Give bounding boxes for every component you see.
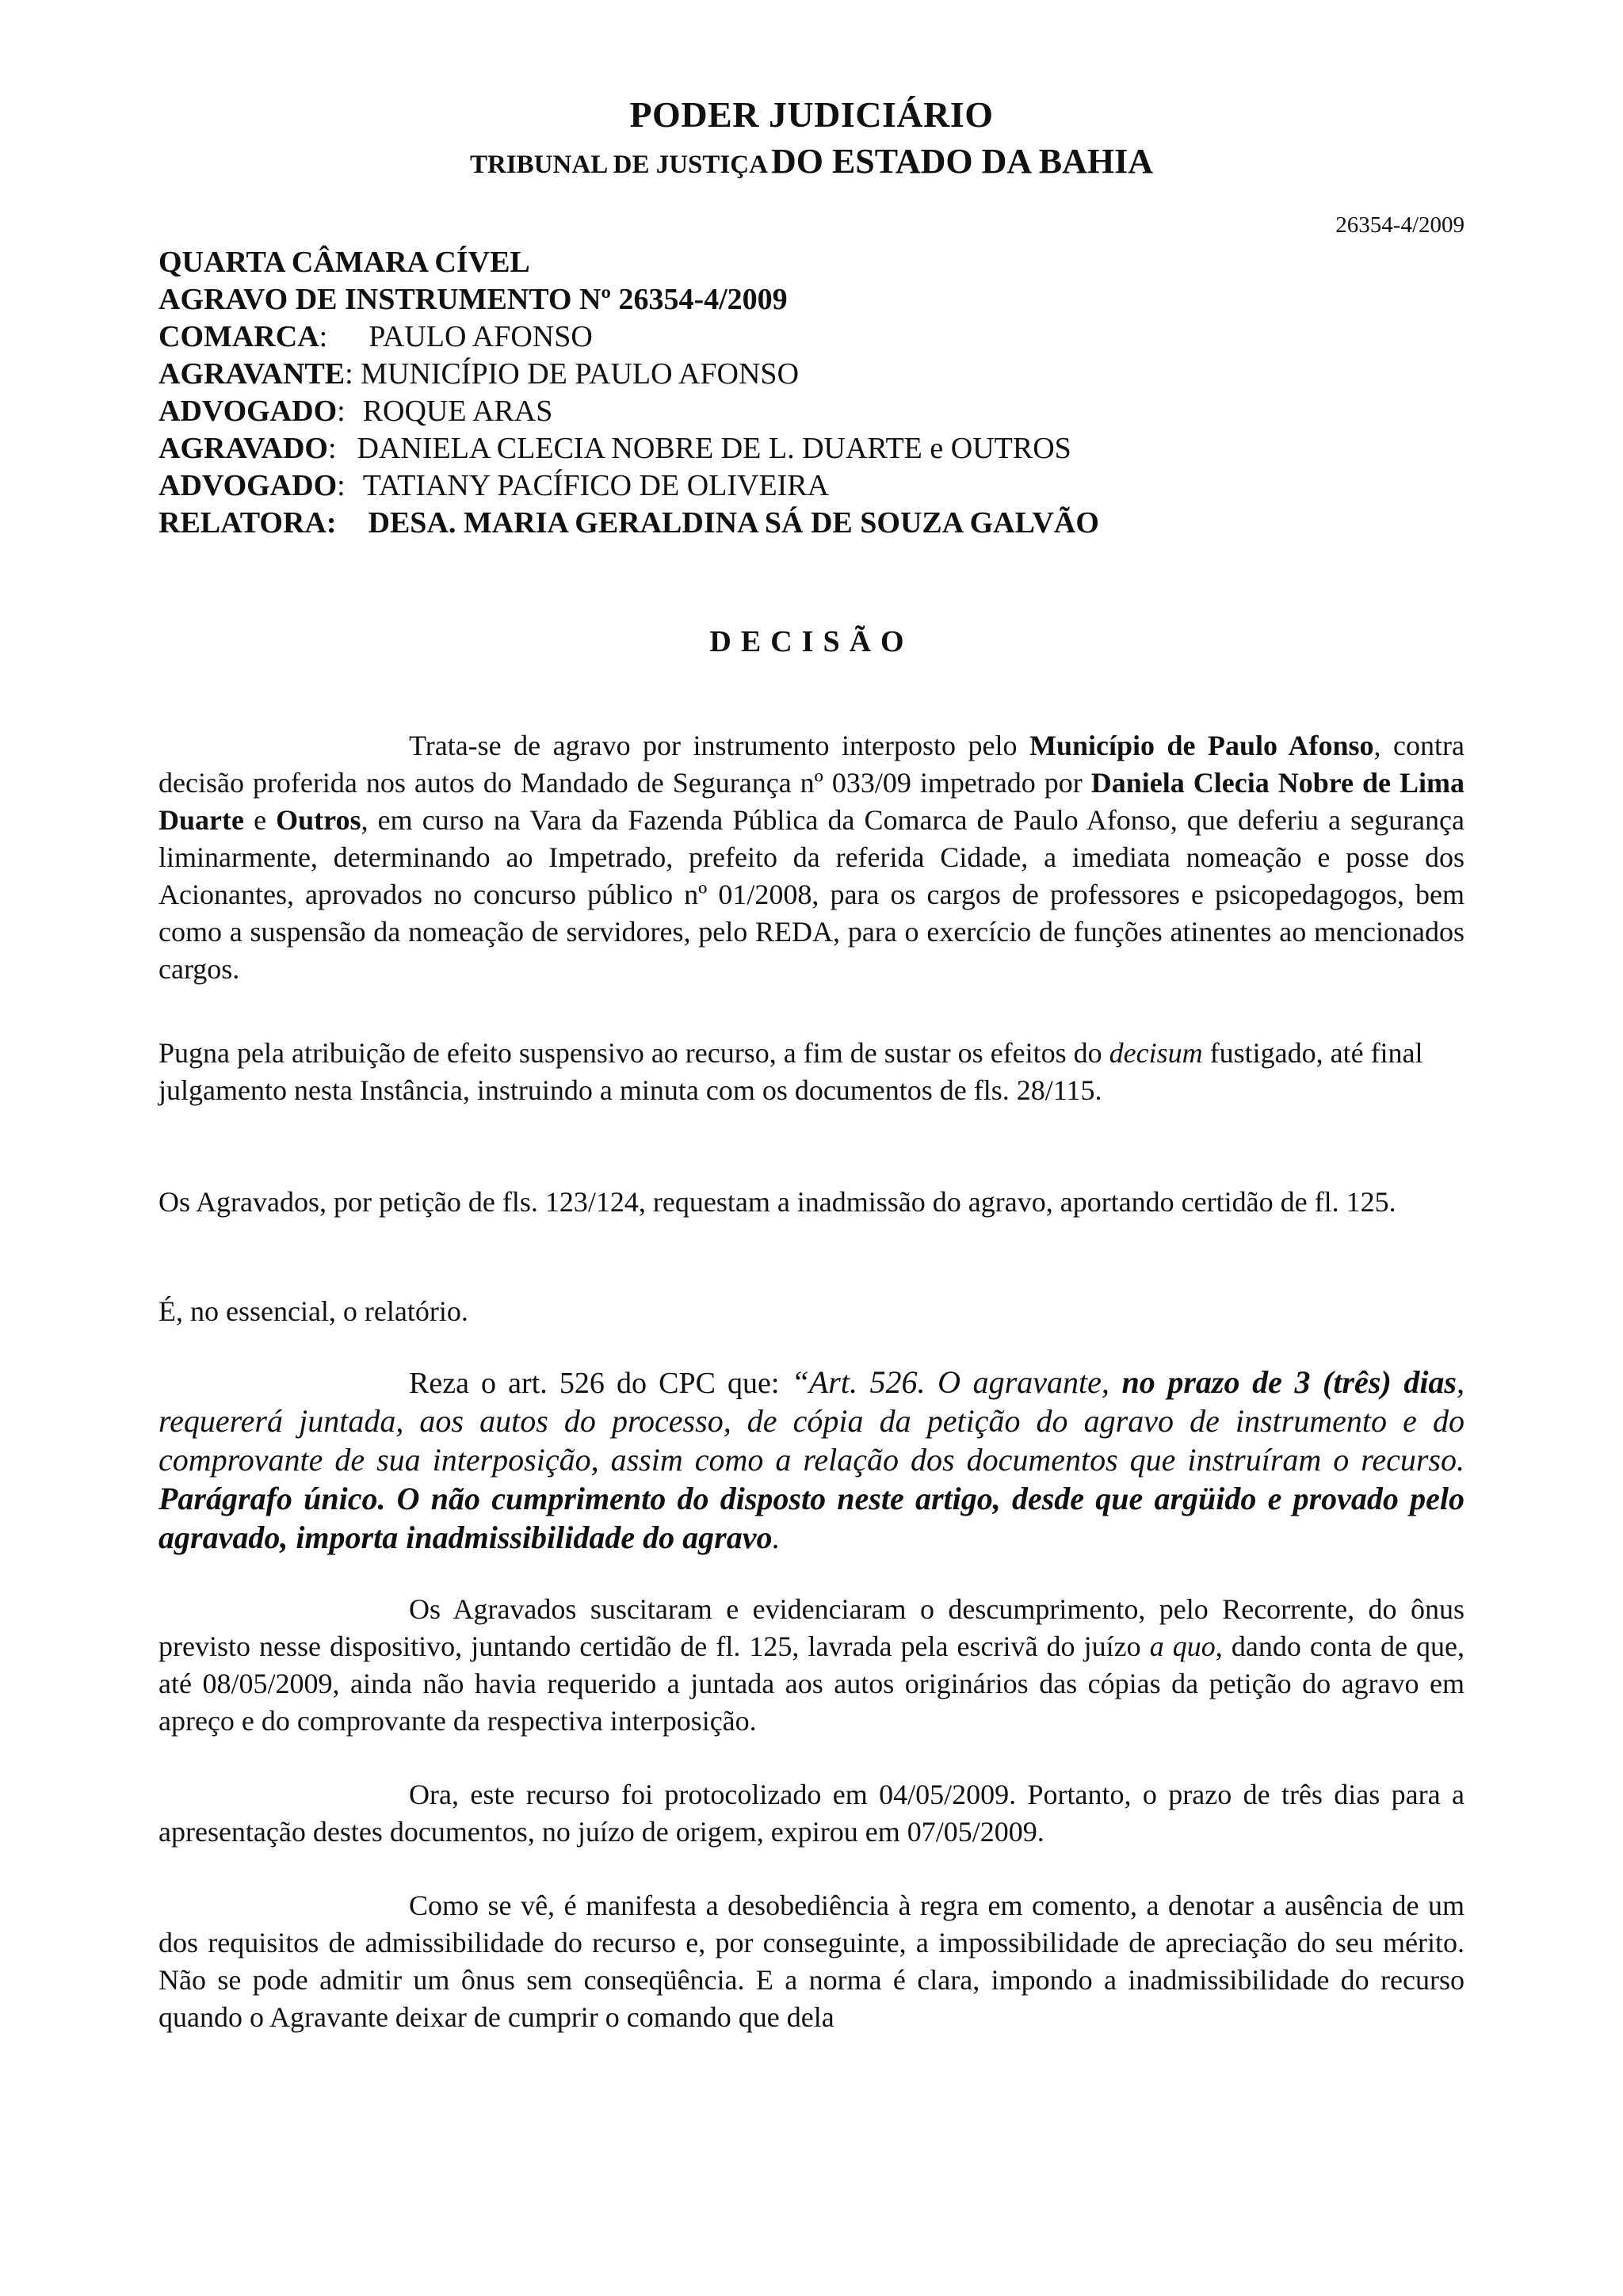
process-number: 26354-4/2009 xyxy=(1335,212,1465,238)
comarca-line: COMARCA: PAULO AFONSO xyxy=(158,320,593,353)
chamber-line: QUARTA CÂMARA CÍVEL xyxy=(158,246,530,279)
paragraph-5-cpc-quote: Reza o art. 526 do CPC que: “Art. 526. O agravante, no prazo de 3 (três) dias, requererá juntada, aos autos do processo, de cópia da petição do agravo de instrumento e do comprovante de sua interposição, assim como a relação dos documentos que instruíram o recurso. Parágrafo único. O não cumprimento do disposto neste artigo, desde que argüido e provado pelo agravado, importa inadmissibilidade do agravo. xyxy=(158,1364,1465,1555)
paragraph-3: Os Agravados, por petição de fls. 123/124, requestam a inadmissão do agravo, aportando certidão de fl. 125. xyxy=(158,1186,1396,1218)
case-metadata xyxy=(158,244,1466,542)
agravado-line: AGRAVADO: DANIELA CLECIA NOBRE DE L. DUARTE e OUTROS xyxy=(158,432,1071,465)
decision-title: DECISÃO xyxy=(709,625,914,658)
paragraph-4: É, no essencial, o relatório. xyxy=(158,1295,468,1327)
court-power-heading: PODER JUDICIÁRIO xyxy=(629,94,994,135)
court-name-small: TRIBUNAL DE JUSTIÇA xyxy=(470,151,768,179)
advogado-line-1: ADVOGADO: ROQUE ARAS xyxy=(158,395,553,428)
paragraph-7: Ora, este recurso foi protocolizado em 04/05/2009. Portanto, o prazo de três dias para a apresentação destes documentos, no juízo de origem, expirou em 07/05/2009. xyxy=(158,1779,1465,1848)
advogado-line-2: ADVOGADO: TATIANY PACÍFICO DE OLIVEIRA xyxy=(158,469,830,502)
agravante-line: AGRAVANTE: MUNICÍPIO DE PAULO AFONSO xyxy=(158,357,800,391)
paragraph-2: Pugna pela atribuição de efeito suspensivo ao recurso, a fim de sustar os efeitos do decisum fustigado, até final julgamento nesta Instância, instruindo a minuta com os documentos de fls. 28/115. xyxy=(158,1037,1423,1106)
relatora-line: RELATORA: DESA. MARIA GERALDINA SÁ DE SOUZA GALVÃO xyxy=(158,506,1099,540)
court-name-big: DO ESTADO DA BAHIA xyxy=(770,142,1153,181)
appeal-line: AGRAVO DE INSTRUMENTO Nº 26354-4/2009 xyxy=(158,283,788,316)
paragraph-6: Os Agravados suscitaram e evidenciaram o descumprimento, pelo Recorrente, do ônus previsto nesse dispositivo, juntando certidão de fl. 125, lavrada pela escrivã do juízo a quo, dando conta de que, até 08/05/2009, ainda não havia requerido a juntada aos autos originários das cópias da petição do agravo em apreço e do comprovante da respectiva interposição. xyxy=(158,1593,1465,1737)
court-name-heading xyxy=(0,141,1623,181)
paragraph-1: Trata-se de agravo por instrumento interposto pelo Município de Paulo Afonso, contra decisão proferida nos autos do Mandado de Segurança nº 033/09 impetrado por Daniela Clecia Nobre de Lima Duarte e Outros, em curso na Vara da Fazenda Pública da Comarca de Paulo Afonso, que deferiu a segurança liminarmente, determinando ao Impetrado, prefeito da referida Cidade, a imediata nomeação e posse dos Acionantes, aprovados no concurso público nº 01/2008, para os cargos de professores e psicopedagogos, bem como a suspensão da nomeação de servidores, pelo REDA, para o exercício de funções atinentes ao mencionados cargos. xyxy=(158,730,1465,985)
paragraph-8: Como se vê, é manifesta a desobediência à regra em comento, a denotar a ausência de um dos requisitos de admissibilidade do recurso e, por conseguinte, a impossibilidade de apreciação do seu mérito. Não se pode admitir um ônus sem conseqüência. E a norma é clara, impondo a inadmissibilidade do recurso quando o Agravante deixar de cumprir o comando que dela xyxy=(158,1890,1465,2033)
